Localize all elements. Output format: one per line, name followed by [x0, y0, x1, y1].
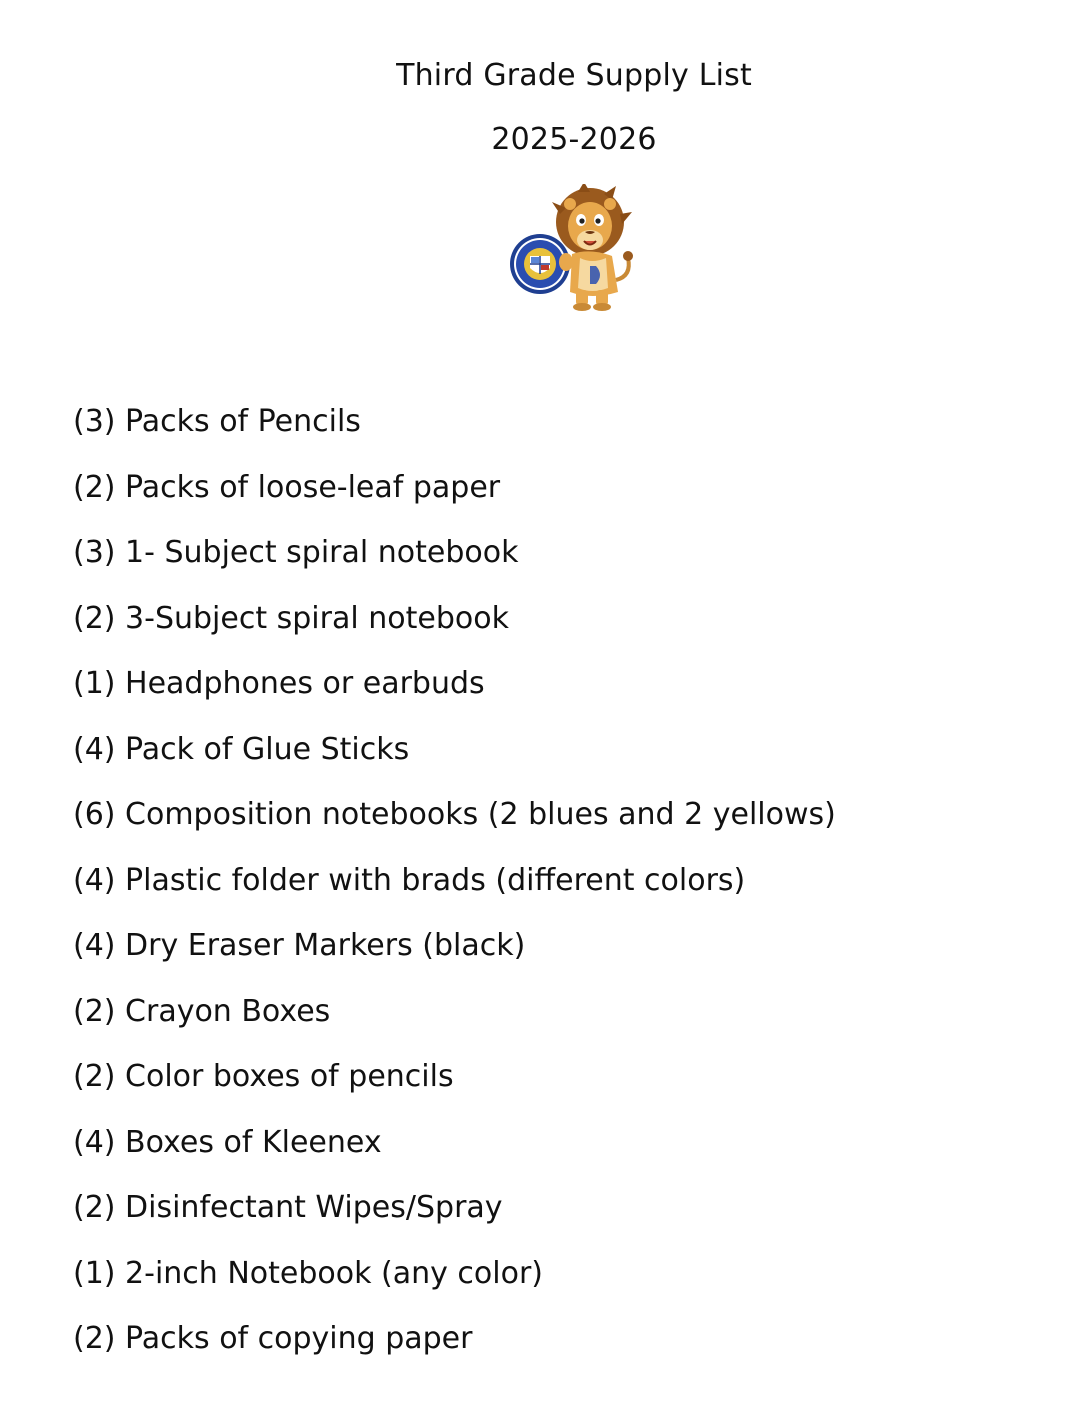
list-item: (4) Boxes of Kleenex	[73, 1124, 382, 1160]
list-item: (2) Color boxes of pencils	[73, 1059, 454, 1094]
list-item: (2) Packs of copying paper	[73, 1321, 473, 1356]
list-item: (2) Crayon Boxes	[73, 993, 331, 1029]
lion-mascot-graphic	[508, 184, 638, 312]
list-item: (3) 1- Subject spiral notebook	[73, 535, 519, 570]
list-item: (4) Pack of Glue Sticks	[73, 731, 410, 767]
list-item: (3) Packs of Pencils	[73, 404, 361, 439]
list-item: (6) Composition notebooks (2 blues and 2 yellows)	[73, 797, 836, 832]
list-item: (2) Disinfectant Wipes/Spray	[73, 1190, 503, 1225]
lion-mascot-logo-icon	[508, 184, 638, 312]
list-item: (4) Dry Eraser Markers (black)	[73, 928, 526, 963]
list-item: (1) 2-inch Notebook (any color)	[73, 1255, 543, 1291]
page-title: Third Grade Supply List	[396, 58, 752, 93]
school-year: 2025-2026	[491, 122, 657, 157]
supply-list	[73, 402, 836, 1385]
list-item: (1) Headphones or earbuds	[73, 666, 485, 701]
list-item: (2) 3-Subject spiral notebook	[73, 600, 509, 636]
list-item: (2) Packs of loose-leaf paper	[73, 469, 501, 505]
list-item: (4) Plastic folder with brads (different colors)	[73, 862, 746, 898]
